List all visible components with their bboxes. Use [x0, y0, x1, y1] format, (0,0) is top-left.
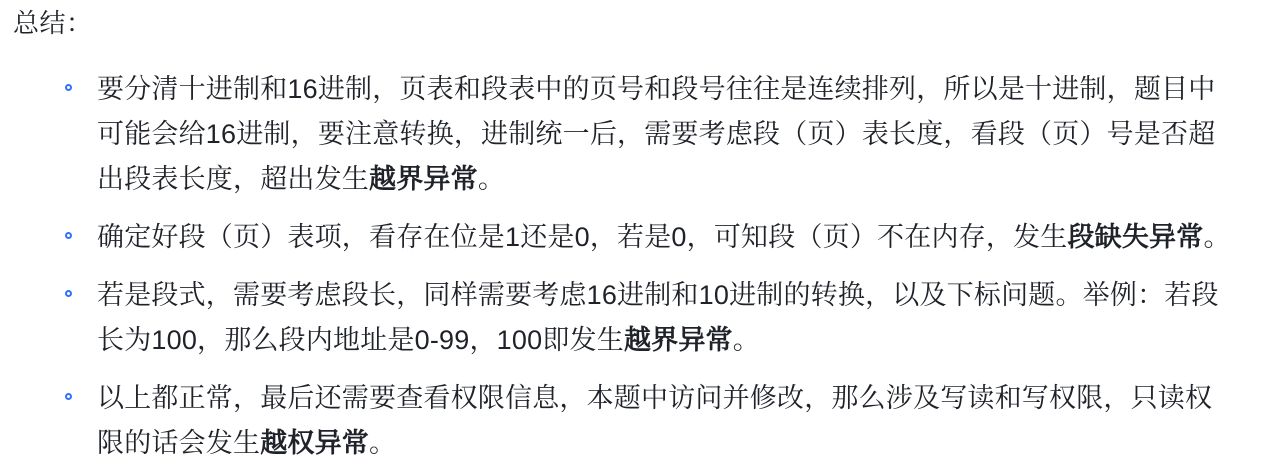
text-line	[97, 112, 1248, 157]
text-run: 确定好段（页）表项，看存在位是1还是0，若是0，可知段（页）不在内存，发生	[97, 222, 1068, 252]
text-run: 若是段式，需要考虑段长，同样需要考虑16进制和10进制的转换，以及下标问题。举例：若段	[97, 280, 1219, 310]
list-item-text	[97, 376, 1248, 466]
text-run: 限的话会发生	[97, 428, 261, 458]
bold-text-run: 越界异常	[369, 164, 478, 194]
hollow-circle-bullet-icon	[65, 290, 72, 297]
bold-text-run: 段缺失异常	[1067, 222, 1204, 252]
text-line	[97, 273, 1248, 318]
page-title: 总结：	[13, 8, 93, 38]
text-run: 可能会给16进制，要注意转换，进制统一后，需要考虑段（页）表长度，看段（页）号是否超	[97, 119, 1216, 149]
text-run: 。	[477, 164, 506, 194]
text-run: 。	[369, 428, 397, 458]
hollow-circle-bullet-icon	[65, 393, 72, 400]
list-item	[13, 273, 1248, 363]
text-run: 长为100，那么段内地址是0-99，100即发生	[97, 325, 624, 355]
text-line	[97, 318, 1248, 363]
text-run: 。	[732, 325, 760, 355]
hollow-circle-bullet-icon	[65, 232, 72, 239]
list-item-text	[97, 273, 1248, 363]
bold-text-run: 越界异常	[623, 325, 733, 355]
list-item	[13, 376, 1248, 466]
text-line	[97, 67, 1248, 112]
bullet-list	[13, 67, 1248, 466]
text-line	[97, 376, 1248, 421]
list-item	[13, 67, 1248, 202]
text-run: 。	[1203, 222, 1231, 252]
text-run: 以上都正常，最后还需要查看权限信息，本题中访问并修改，那么涉及写读和写权限，只读权	[97, 383, 1213, 413]
text-line	[97, 421, 1248, 466]
list-item-text	[97, 67, 1248, 202]
bold-text-run: 越权异常	[260, 428, 370, 458]
list-item-text	[97, 215, 1248, 260]
text-run: 出段表长度，超出发生	[97, 164, 369, 194]
list-item	[13, 215, 1248, 260]
text-run: 要分清十进制和16进制，页表和段表中的页号和段号往往是连续排列，所以是十进制，题目中	[97, 74, 1216, 104]
hollow-circle-bullet-icon	[65, 84, 72, 91]
text-line	[97, 215, 1248, 260]
text-line	[97, 157, 1248, 202]
